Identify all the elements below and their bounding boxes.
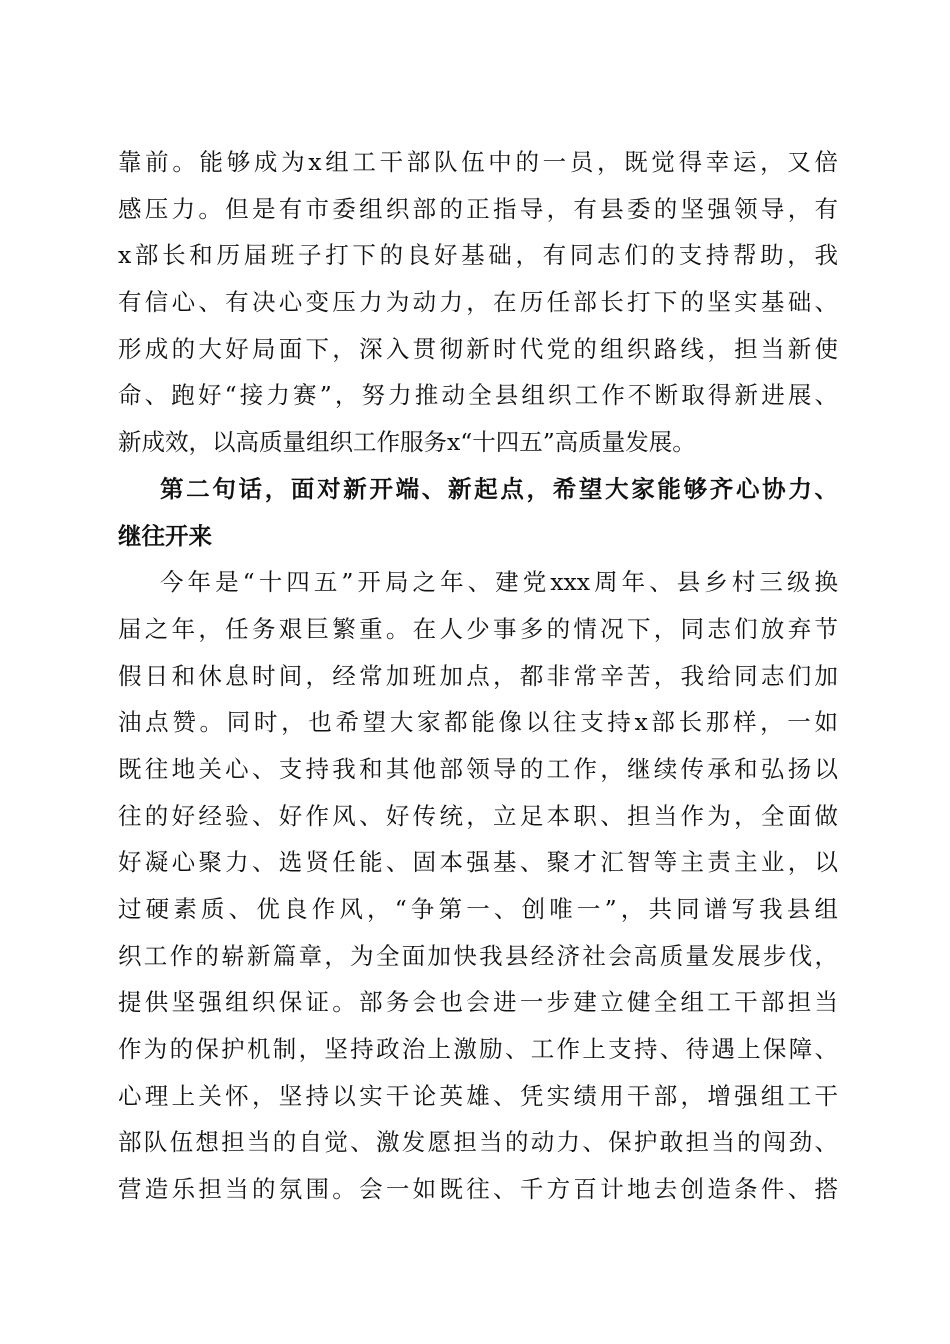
text-line: 往的好经验、好作风、好传统，立足本职、担当作为，全面做 bbox=[118, 801, 838, 830]
text-line: 油点赞。同时，也希望大家都能像以往支持x部长那样，一如 bbox=[118, 708, 838, 737]
text-line: 心理上关怀，坚持以实干论英雄、凭实绩用干部，增强组工干 bbox=[118, 1081, 838, 1110]
text-line: 形成的大好局面下，深入贯彻新时代党的组织路线，担当新使 bbox=[118, 334, 838, 363]
text-line: 营造乐担当的氛围。会一如既往、千方百计地去创造条件、搭 bbox=[118, 1175, 838, 1204]
text-line: 好凝心聚力、选贤任能、固本强基、聚才汇智等主责主业，以 bbox=[118, 848, 838, 877]
heading-line: 第二句话，面对新开端、新起点，希望大家能够齐心协力、 bbox=[160, 474, 838, 503]
text-line: 提供坚强组织保证。部务会也会进一步建立健全组工干部担当 bbox=[118, 988, 838, 1017]
text-line: 感压力。但是有市委组织部的正指导，有县委的坚强领导，有 bbox=[118, 194, 838, 223]
paragraph-2 bbox=[118, 559, 838, 1213]
heading-line: 继往开来 bbox=[118, 521, 212, 550]
text-line: 既往地关心、支持我和其他部领导的工作，继续传承和弘扬以 bbox=[118, 754, 838, 783]
document-body bbox=[118, 139, 838, 1213]
text-line: x部长和历届班子打下的良好基础，有同志们的支持帮助，我 bbox=[118, 241, 838, 270]
text-line: 过硬素质、优良作风，“争第一、创唯一”，共同谱写我县组 bbox=[118, 895, 838, 923]
text-line: 新成效，以高质量组织工作服务x“十四五”高质量发展。 bbox=[118, 428, 696, 457]
text-line: 今年是“十四五”开局之年、建党xxx周年、县乡村三级换 bbox=[160, 568, 838, 597]
text-line: 假日和休息时间，经常加班加点，都非常辛苦，我给同志们加 bbox=[118, 661, 838, 690]
section-heading bbox=[118, 466, 838, 559]
text-line: 作为的保护机制，坚持政治上激励、工作上支持、待遇上保障、 bbox=[118, 1035, 838, 1064]
text-line: 靠前。能够成为x组工干部队伍中的一员，既觉得幸运，又倍 bbox=[118, 148, 838, 176]
paragraph-1 bbox=[118, 139, 838, 466]
text-line: 织工作的崭新篇章，为全面加快我县经济社会高质量发展步伐， bbox=[118, 941, 838, 970]
text-line: 届之年，任务艰巨繁重。在人少事多的情况下，同志们放弃节 bbox=[118, 614, 838, 643]
text-line: 部队伍想担当的自觉、激发愿担当的动力、保护敢担当的闯劲、 bbox=[118, 1128, 838, 1157]
text-line: 有信心、有决心变压力为动力，在历任部长打下的坚实基础、 bbox=[118, 288, 838, 317]
text-line: 命、跑好“接力赛”，努力推动全县组织工作不断取得新进展、 bbox=[118, 381, 838, 410]
